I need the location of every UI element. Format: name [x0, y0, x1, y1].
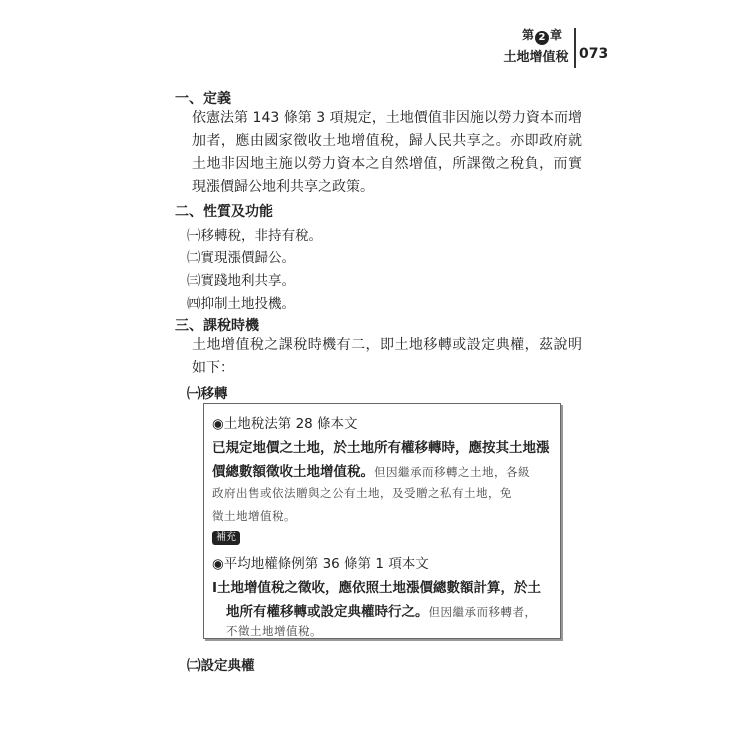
page-number: 073: [579, 46, 609, 62]
chapter-title: 土地增值稅: [503, 50, 569, 65]
list-item: ㈡實現漲價歸公。: [187, 250, 295, 266]
law2-text-line1: Ⅰ土地增值稅之徵收，應依照土地漲價總數額計算，於土: [212, 580, 542, 596]
law1-title: ◉土地稅法第 28 條本文: [212, 416, 358, 432]
timing-paragraph: 土地增值稅之課稅時機有二，即土地移轉或設定典權，茲說明如下：: [192, 337, 582, 376]
subheading-transfer: ㈠移轉: [187, 386, 228, 402]
chapter-suffix: 章: [550, 28, 563, 42]
list-item: ㈠移轉稅，非持有稅。: [187, 228, 322, 244]
law1-text-line4: 徵土地增值稅。: [212, 509, 296, 523]
law1-text-line3: 政府出售或依法贈與之公有土地，及受贈之私有土地，免: [212, 486, 512, 500]
list-item: ㈣抑制土地投機。: [187, 296, 295, 312]
statute-box: [203, 403, 561, 639]
law1-bold-part: 價總數額徵收土地增值稅。: [212, 464, 374, 480]
section-heading-definition: 一、定義: [175, 91, 231, 107]
header-divider: [574, 28, 576, 68]
law2-text-line2: [226, 600, 571, 620]
law2-bold-part: 地所有權移轉或設定典權時行之。: [226, 604, 429, 620]
supplement-tag: 補充: [212, 531, 240, 545]
law2-title: ◉平均地權條例第 36 條第 1 項本文: [212, 556, 429, 572]
section-heading-timing: 三、課稅時機: [175, 318, 259, 334]
chapter-label: [513, 28, 571, 45]
law1-light-part: 但因繼承而移轉之土地，各級: [374, 465, 530, 479]
chapter-number-badge: 2: [535, 31, 549, 45]
law1-text-line1: 已規定地價之土地，於土地所有權移轉時，應按其土地漲: [212, 440, 550, 456]
section-heading-nature: 二、性質及功能: [175, 204, 273, 220]
chapter-prefix: 第: [521, 28, 534, 42]
law1-text-line2: [212, 460, 557, 480]
subheading-pledge: ㈡設定典權: [187, 658, 255, 674]
law2-text-line3: 不徵土地增值稅。: [226, 624, 322, 638]
law2-light-part: 但因繼承而移轉者，: [428, 605, 537, 619]
list-item: ㈢實踐地利共享。: [187, 273, 295, 289]
definition-paragraph: 依憲法第 143 條第 3 項規定，土地價值非因施以勞力資本而增加者，應由國家徵收土地增值稅，歸人民共享之。亦即政府就土地非因地主施以勞力資本之自然增值，所課徵之稅負，而實現漲價歸公地利共享之政策。: [192, 110, 582, 195]
